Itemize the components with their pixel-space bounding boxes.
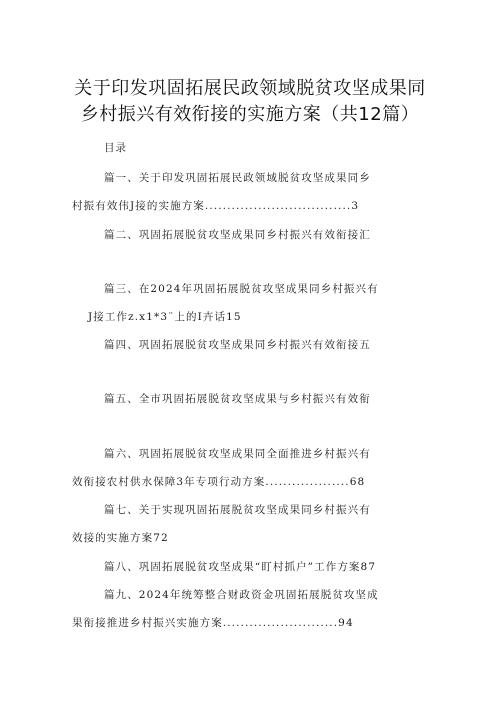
toc-line: 篇七、关于实现巩固拓展脱贫攻坚成果同乡村振兴有 (104, 504, 371, 516)
toc-line: 篇六、巩固拓展脱贫攻坚成果同全面推进乡村振兴有 (104, 448, 371, 460)
toc-heading: 目录 (104, 142, 127, 154)
toc-line: 篇一、关于印发巩固拓展民政领域脱贫攻坚成果同乡 (104, 172, 371, 184)
toc-line: 村振有效伟J接的实施方案.................................3 (72, 200, 360, 212)
toc-line: 效衔接农村供水保障3年专项行动方案...................68 (72, 476, 366, 488)
toc-line: 篇八、巩固拓展脱贫攻坚成果“盯村抓户”工作方案87 (104, 561, 377, 573)
toc-line: 篇四、巩固拓展脱贫攻坚成果同乡村振兴有效衔接五 (104, 339, 371, 351)
document-title-line-1: 关于印发巩固拓展民政领域脱贫攻坚成果同 (74, 78, 426, 99)
toc-line: 果衔接推进乡村振兴实施方案..........................94 (72, 617, 354, 629)
toc-line: 篇五、全市巩固拓展脱贫攻坚成果与乡村振兴有效衔 (104, 393, 371, 405)
toc-line: 篇三、在2024年巩固拓展脱贫攻坚成果同乡村振兴有 (104, 283, 379, 295)
toc-line: J接工作z.x1*3¨上的I卉话15 (88, 311, 242, 323)
toc-line: 篇九、2024年统筹整合财政资金巩固拓展脱贫攻坚成 (104, 589, 379, 601)
toc-line: 篇二、巩固拓展脱贫攻坚成果同乡村振兴有效衔接汇 (104, 229, 371, 241)
document-title-line-2: 乡村振兴有效衔接的实施方案（共12篇） (80, 104, 420, 125)
toc-line: 效接的实施方案72 (72, 532, 169, 544)
